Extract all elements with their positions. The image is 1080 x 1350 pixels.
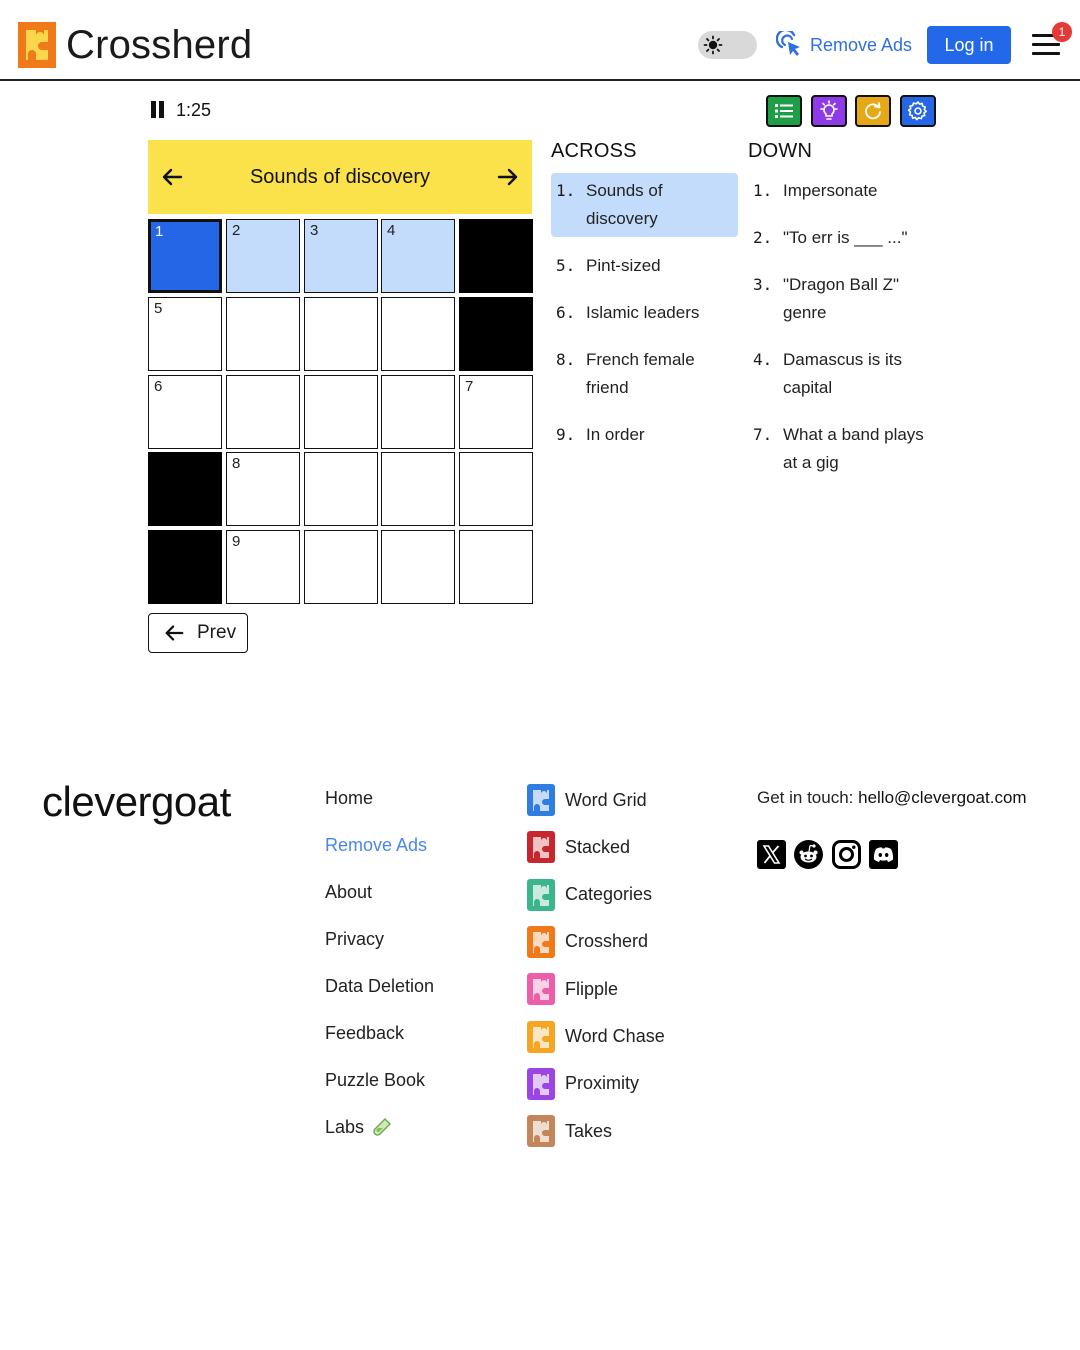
clue-number: 7.	[753, 425, 773, 444]
grid-cell[interactable]	[226, 452, 300, 526]
game-link-crossherd[interactable]	[527, 926, 648, 958]
across-clue-1[interactable]	[551, 173, 738, 237]
gear-icon	[907, 100, 929, 122]
footer-link-feedback[interactable]: Feedback	[325, 1023, 405, 1043]
clue-text: French female friend	[586, 350, 695, 397]
game-label: Stacked	[565, 836, 631, 857]
grid-cell[interactable]	[226, 530, 300, 604]
grid-cell[interactable]	[381, 219, 455, 293]
grid-cell[interactable]	[304, 219, 378, 293]
sun-icon	[703, 35, 723, 55]
clue-number: 1.	[556, 181, 576, 200]
app-title[interactable]: Crossherd	[66, 23, 253, 67]
down-clue-3[interactable]	[748, 267, 913, 331]
arrow-left-icon	[163, 622, 185, 644]
timer: 1:25	[176, 100, 212, 120]
x-icon[interactable]	[757, 840, 786, 869]
footer-link-puzzle-book[interactable]: Puzzle Book	[325, 1070, 426, 1090]
contact-info	[757, 787, 1027, 809]
instagram-icon[interactable]	[832, 840, 861, 869]
puzzle-piece-icon	[527, 784, 555, 816]
crossherd-logo-icon[interactable]	[18, 22, 56, 68]
labs-label: Labs	[325, 1117, 365, 1137]
puzzle-piece-icon	[527, 1115, 555, 1147]
grid-cell[interactable]	[459, 375, 533, 449]
clevergoat-logo[interactable]: clevergoat	[42, 778, 231, 825]
down-clue-1[interactable]	[748, 173, 935, 209]
cell-number: 2	[232, 222, 241, 239]
cell-number: 8	[232, 455, 241, 472]
grid-cell[interactable]	[459, 530, 533, 604]
grid-cell[interactable]	[381, 297, 455, 371]
grid-cell[interactable]	[381, 530, 455, 604]
cell-number: 5	[154, 300, 163, 317]
clue-text: "Dragon Ball Z" genre	[783, 275, 900, 322]
game-link-proximity[interactable]	[527, 1068, 639, 1100]
grid-block	[148, 452, 222, 526]
across-clue-9[interactable]	[551, 417, 738, 453]
clue-number: 4.	[753, 350, 773, 369]
game-label: Takes	[565, 1120, 613, 1141]
clue-text: Islamic leaders	[586, 303, 700, 322]
clue-text: "To err is ___ ..."	[783, 228, 908, 247]
cell-number: 6	[154, 378, 163, 395]
lightbulb-icon	[818, 100, 840, 122]
clue-text: What a band plays at a gig	[783, 425, 924, 472]
theme-toggle[interactable]	[698, 31, 757, 59]
clue-number: 1.	[753, 181, 773, 200]
contact-label: Get in touch:	[757, 788, 854, 807]
game-link-stacked[interactable]	[527, 831, 630, 863]
cursor-click-icon	[776, 31, 804, 59]
game-label: Word Chase	[565, 1026, 665, 1046]
footer-link-labs[interactable]	[325, 1116, 392, 1138]
current-clue-banner	[148, 140, 532, 214]
contact-email[interactable]: hello@clevergoat.com	[858, 788, 1027, 807]
clue-number: 8.	[556, 350, 576, 369]
across-clue-6[interactable]	[551, 295, 738, 331]
grid-cell[interactable]	[304, 452, 378, 526]
clue-number: 5.	[556, 256, 576, 275]
grid-cell[interactable]	[226, 219, 300, 293]
grid-cell[interactable]	[304, 375, 378, 449]
game-link-categories[interactable]	[527, 879, 652, 911]
puzzle-piece-icon	[527, 1068, 555, 1100]
cell-number: 4	[387, 222, 396, 239]
grid-cell[interactable]	[226, 375, 300, 449]
clue-number: 9.	[556, 425, 576, 444]
cell-number: 1	[155, 223, 164, 240]
grid-cell[interactable]	[148, 219, 222, 293]
grid-block	[459, 219, 533, 293]
puzzle-piece-icon	[527, 831, 555, 863]
clue-number: 3.	[753, 275, 773, 294]
grid-cell[interactable]	[381, 452, 455, 526]
discord-icon[interactable]	[869, 840, 898, 869]
refresh-icon	[863, 101, 883, 121]
clue-text: In order	[586, 425, 645, 444]
down-clue-4[interactable]	[748, 342, 923, 406]
prev-label: Prev	[197, 622, 237, 643]
puzzle-piece-icon	[527, 1021, 555, 1053]
footer-link-privacy[interactable]: Privacy	[325, 929, 385, 949]
game-label: Crossherd	[565, 931, 649, 952]
settings-button[interactable]	[900, 95, 936, 127]
prev-button[interactable]	[148, 613, 248, 653]
game-link-flipple[interactable]	[527, 973, 618, 1005]
grid-block	[148, 530, 222, 604]
grid-cell[interactable]	[381, 375, 455, 449]
clue-text: Impersonate	[783, 181, 878, 200]
puzzle-piece-icon	[527, 973, 555, 1005]
down-clue-2[interactable]	[748, 220, 935, 256]
arrow-right-icon[interactable]	[496, 165, 520, 189]
reset-button[interactable]	[855, 95, 891, 127]
remove-ads-link[interactable]	[776, 31, 912, 59]
game-label: Proximity	[565, 1073, 640, 1094]
pause-icon[interactable]	[151, 101, 165, 118]
clue-text: Damascus is its capital	[783, 350, 903, 397]
clue-number: 6.	[556, 303, 576, 322]
game-label: Word Grid	[565, 789, 647, 810]
grid-cell[interactable]	[148, 297, 222, 371]
puzzle-piece-icon	[527, 879, 555, 911]
clue-number: 2.	[753, 228, 773, 247]
list-icon	[774, 102, 794, 120]
remove-ads-label: Remove Ads	[810, 34, 913, 55]
clue-text: Sounds of discovery	[586, 181, 663, 228]
cell-number: 9	[232, 533, 241, 550]
across-clue-5[interactable]	[551, 248, 738, 284]
grid-cell[interactable]	[226, 297, 300, 371]
game-link-word-grid[interactable]	[527, 784, 647, 816]
footer-link-home[interactable]: Home	[325, 788, 374, 808]
grid-cell[interactable]	[148, 375, 222, 449]
notification-badge: 1	[1052, 22, 1072, 42]
footer-link-data-deletion[interactable]: Data Deletion	[325, 976, 435, 996]
across-clue-8[interactable]	[551, 342, 716, 406]
grid-cell[interactable]	[304, 297, 378, 371]
cell-number: 7	[465, 378, 474, 395]
login-button[interactable]: Log in	[927, 26, 1011, 64]
hint-button[interactable]	[811, 95, 847, 127]
puzzle-piece-icon	[527, 926, 555, 958]
test-tube-icon	[372, 1117, 392, 1137]
down-clue-7[interactable]	[748, 417, 938, 481]
current-clue-text: Sounds of discovery	[249, 166, 431, 188]
game-link-takes[interactable]	[527, 1115, 612, 1147]
footer-link-about[interactable]: About	[325, 882, 373, 902]
footer-link-remove-ads[interactable]: Remove Ads	[325, 835, 428, 855]
reddit-icon[interactable]	[794, 840, 823, 869]
grid-cell[interactable]	[304, 530, 378, 604]
grid-block	[459, 297, 533, 371]
across-heading: ACROSS	[551, 140, 637, 162]
grid-cell[interactable]	[459, 452, 533, 526]
game-link-word-chase[interactable]	[527, 1021, 665, 1053]
down-heading: DOWN	[748, 140, 813, 162]
top-header	[0, 0, 1080, 81]
clue-text: Pint-sized	[586, 256, 661, 275]
game-label: Flipple	[565, 978, 619, 999]
cell-number: 3	[310, 222, 319, 239]
clue-list-button[interactable]	[766, 95, 802, 127]
game-label: Categories	[565, 884, 653, 905]
